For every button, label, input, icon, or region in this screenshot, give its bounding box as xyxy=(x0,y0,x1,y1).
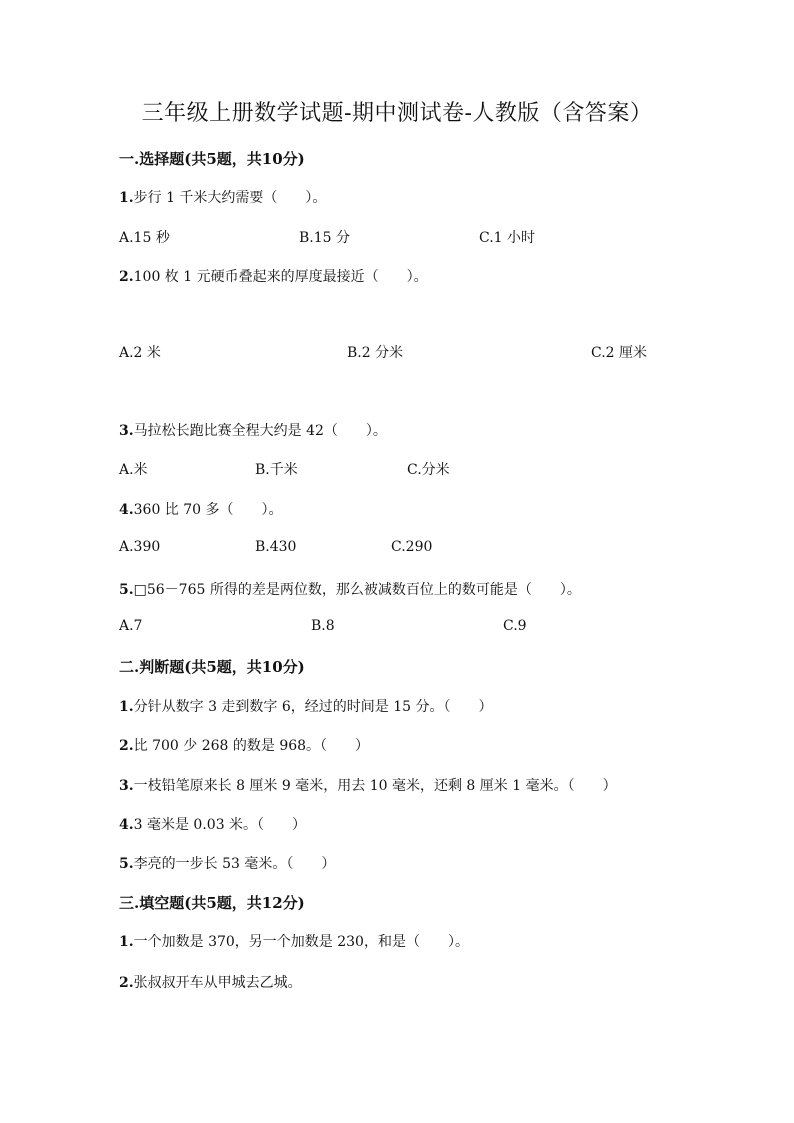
question-text: 100 枚 1 元硬币叠起来的厚度最接近（ ）。 xyxy=(133,269,428,285)
question-text: 张叔叔开车从甲城去乙城。 xyxy=(133,975,302,991)
option-b: B.8 xyxy=(311,618,335,634)
question-judgement-3 xyxy=(119,775,617,795)
question-judgement-5 xyxy=(119,853,335,873)
question-number: 3. xyxy=(119,778,134,794)
option-b: B.15 分 xyxy=(299,230,351,246)
question-number: 1. xyxy=(119,190,134,206)
question-text: 李亮的一步长 53 毫米。（ ） xyxy=(133,856,336,872)
question-number: 4. xyxy=(119,502,134,518)
option-c: C.2 厘米 xyxy=(591,345,648,361)
page-title: 三年级上册数学试题-期中测试卷-人教版（含答案） xyxy=(141,101,653,126)
question-choice-5 xyxy=(119,579,581,599)
option-c: C.9 xyxy=(503,618,527,634)
question-text: □56－765 所得的差是两位数，那么被减数百位上的数可能是（ ）。 xyxy=(133,582,581,598)
option-a: A.7 xyxy=(119,618,143,634)
question-number: 1. xyxy=(119,934,134,950)
option-a: A.390 xyxy=(119,539,161,555)
option-b: B.2 分米 xyxy=(347,345,404,361)
option-a: A.米 xyxy=(119,462,148,478)
option-c: C.分米 xyxy=(407,462,450,478)
question-text: 比 700 少 268 的数是 968。（ ） xyxy=(133,738,370,754)
question-choice-3 xyxy=(119,420,387,440)
question-number: 3. xyxy=(119,423,134,439)
option-b: B.千米 xyxy=(255,462,298,478)
question-number: 5. xyxy=(119,582,134,598)
question-number: 5. xyxy=(119,856,134,872)
question-text: 3 毫米是 0.03 米。（ ） xyxy=(133,817,307,833)
question-choice-1 xyxy=(119,187,326,207)
option-b: B.430 xyxy=(255,539,297,555)
section-heading-fill-blank: 三.填空题(共5题，共12分) xyxy=(119,894,305,912)
question-fill-1 xyxy=(119,931,469,951)
option-a: A.15 秒 xyxy=(119,230,170,246)
section-heading-choice: 一.选择题(共5题，共10分) xyxy=(119,150,305,168)
question-text: 一枝铅笔原来长 8 厘米 9 毫米，用去 10 毫米，还剩 8 厘米 1 毫米。（ ） xyxy=(133,778,617,794)
section-heading-judgement: 二.判断题(共5题，共10分) xyxy=(119,658,305,676)
option-c: C.1 小时 xyxy=(479,230,536,246)
question-number: 2. xyxy=(119,269,134,285)
question-text: 马拉松长跑比赛全程大约是 42（ ）。 xyxy=(133,423,387,439)
question-judgement-2 xyxy=(119,735,369,755)
question-number: 2. xyxy=(119,975,134,991)
question-text: 步行 1 千米大约需要（ ）。 xyxy=(133,190,327,206)
question-number: 1. xyxy=(119,699,134,715)
question-fill-2 xyxy=(119,972,302,992)
option-a: A.2 米 xyxy=(119,345,161,361)
question-judgement-1 xyxy=(119,696,493,716)
question-text: 一个加数是 370，另一个加数是 230，和是（ ）。 xyxy=(133,934,469,950)
question-number: 2. xyxy=(119,738,134,754)
question-judgement-4 xyxy=(119,814,306,834)
question-text: 360 比 70 多（ ）。 xyxy=(133,502,283,518)
question-text: 分针从数字 3 走到数字 6，经过的时间是 15 分。（ ） xyxy=(133,699,493,715)
question-number: 4. xyxy=(119,817,134,833)
option-c: C.290 xyxy=(391,539,433,555)
question-choice-4 xyxy=(119,499,283,519)
question-choice-2 xyxy=(119,266,428,286)
